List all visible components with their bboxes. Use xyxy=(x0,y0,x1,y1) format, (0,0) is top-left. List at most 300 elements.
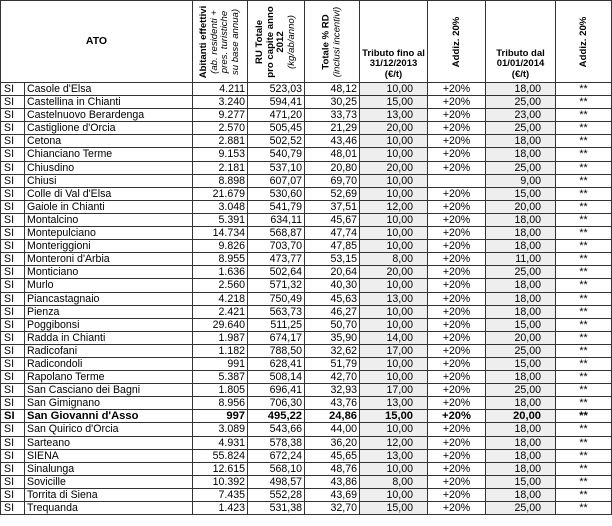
row-ru-cell: 696,41 xyxy=(248,384,305,397)
row-ru-cell: 508,14 xyxy=(248,371,305,384)
row-si-cell: SI xyxy=(1,384,25,397)
row-tributo-2014-cell: 18,00 xyxy=(486,240,556,253)
row-tributo-2013-cell: 10,00 xyxy=(360,305,428,318)
row-addiz-2013-cell: +20% xyxy=(428,253,486,266)
row-abitanti-cell: 8.898 xyxy=(193,174,248,187)
row-ru-cell: 537,10 xyxy=(248,161,305,174)
table-row xyxy=(1,488,612,501)
row-ru-cell: 703,70 xyxy=(248,240,305,253)
row-addiz-2013-cell: +20% xyxy=(428,410,486,423)
header-tributo-2013: Tributo fino al 31/12/2013 (€/t) xyxy=(360,1,428,83)
row-municipality-cell: San Casciano dei Bagni xyxy=(25,384,193,397)
row-addiz-2013-cell: +20% xyxy=(428,357,486,370)
row-tributo-2013-cell: 13,00 xyxy=(360,397,428,410)
row-addiz-2013-cell: +20% xyxy=(428,109,486,122)
row-ru-cell: 788,50 xyxy=(248,344,305,357)
row-addiz-2014-cell: ** xyxy=(556,200,612,213)
row-abitanti-cell: 29.640 xyxy=(193,318,248,331)
row-addiz-2014-cell: ** xyxy=(556,397,612,410)
table-row xyxy=(1,96,612,109)
row-tributo-2013-cell: 20,00 xyxy=(360,122,428,135)
row-addiz-2014-cell: ** xyxy=(556,371,612,384)
row-addiz-2013-cell: +20% xyxy=(428,148,486,161)
row-municipality-cell: Cetona xyxy=(25,135,193,148)
row-rd-cell: 44,00 xyxy=(305,423,360,436)
row-si-cell: SI xyxy=(1,488,25,501)
row-addiz-2013-cell xyxy=(428,174,486,187)
row-addiz-2014-cell: ** xyxy=(556,436,612,449)
row-tributo-2013-cell: 10,00 xyxy=(360,423,428,436)
row-rd-cell: 69,70 xyxy=(305,174,360,187)
row-municipality-cell: Torrita di Siena xyxy=(25,488,193,501)
row-si-cell: SI xyxy=(1,397,25,410)
row-tributo-2013-cell: 15,00 xyxy=(360,502,428,515)
row-abitanti-cell: 21.679 xyxy=(193,187,248,200)
row-rd-cell: 48,12 xyxy=(305,83,360,96)
row-rd-cell: 48,01 xyxy=(305,148,360,161)
row-addiz-2014-cell: ** xyxy=(556,109,612,122)
row-rd-cell: 43,46 xyxy=(305,135,360,148)
table-row xyxy=(1,148,612,161)
row-si-cell: SI xyxy=(1,187,25,200)
row-ru-cell: 706,30 xyxy=(248,397,305,410)
row-tributo-2013-cell: 10,00 xyxy=(360,148,428,161)
row-abitanti-cell: 55.824 xyxy=(193,449,248,462)
row-ru-cell: 511,25 xyxy=(248,318,305,331)
row-addiz-2013-cell: +20% xyxy=(428,488,486,501)
row-tributo-2013-cell: 10,00 xyxy=(360,83,428,96)
row-addiz-2014-cell: ** xyxy=(556,357,612,370)
row-abitanti-cell: 14.734 xyxy=(193,227,248,240)
row-addiz-2014-cell: ** xyxy=(556,227,612,240)
row-si-cell: SI xyxy=(1,96,25,109)
row-si-cell: SI xyxy=(1,253,25,266)
row-tributo-2014-cell: 18,00 xyxy=(486,148,556,161)
row-addiz-2013-cell: +20% xyxy=(428,266,486,279)
row-addiz-2014-cell: ** xyxy=(556,161,612,174)
row-si-cell: SI xyxy=(1,200,25,213)
row-addiz-2014-cell: ** xyxy=(556,240,612,253)
row-tributo-2014-cell: 25,00 xyxy=(486,266,556,279)
row-municipality-cell: Chiusi xyxy=(25,174,193,187)
row-rd-cell: 47,85 xyxy=(305,240,360,253)
row-municipality-cell: Radicondoli xyxy=(25,357,193,370)
row-addiz-2013-cell: +20% xyxy=(428,161,486,174)
row-rd-cell: 50,70 xyxy=(305,318,360,331)
row-rd-cell: 43,76 xyxy=(305,397,360,410)
row-tributo-2014-cell: 15,00 xyxy=(486,357,556,370)
row-abitanti-cell: 9.153 xyxy=(193,148,248,161)
table-row xyxy=(1,174,612,187)
row-si-cell: SI xyxy=(1,423,25,436)
row-rd-cell: 21,29 xyxy=(305,122,360,135)
table-row xyxy=(1,397,612,410)
row-ru-cell: 540,79 xyxy=(248,148,305,161)
row-addiz-2014-cell: ** xyxy=(556,384,612,397)
table-row xyxy=(1,200,612,213)
row-addiz-2013-cell: +20% xyxy=(428,318,486,331)
row-municipality-cell: Montepulciano xyxy=(25,227,193,240)
table-row xyxy=(1,279,612,292)
row-addiz-2013-cell: +20% xyxy=(428,200,486,213)
row-rd-cell: 45,67 xyxy=(305,213,360,226)
row-si-cell: SI xyxy=(1,475,25,488)
row-ru-cell: 473,77 xyxy=(248,253,305,266)
row-abitanti-cell: 1.987 xyxy=(193,331,248,344)
row-municipality-cell: Castellina in Chianti xyxy=(25,96,193,109)
row-addiz-2013-cell: +20% xyxy=(428,83,486,96)
row-ru-cell: 552,28 xyxy=(248,488,305,501)
row-addiz-2014-cell: ** xyxy=(556,462,612,475)
row-ru-cell: 502,64 xyxy=(248,266,305,279)
row-ru-cell: 563,73 xyxy=(248,305,305,318)
row-tributo-2013-cell: 15,00 xyxy=(360,96,428,109)
row-tributo-2014-cell: 20,00 xyxy=(486,200,556,213)
row-ru-cell: 495,22 xyxy=(248,410,305,423)
row-addiz-2013-cell: +20% xyxy=(428,187,486,200)
row-municipality-cell: Piancastagnaio xyxy=(25,292,193,305)
row-abitanti-cell: 997 xyxy=(193,410,248,423)
row-tributo-2013-cell: 10,00 xyxy=(360,318,428,331)
row-addiz-2014-cell: ** xyxy=(556,331,612,344)
row-addiz-2013-cell: +20% xyxy=(428,449,486,462)
row-tributo-2014-cell: 18,00 xyxy=(486,371,556,384)
row-si-cell: SI xyxy=(1,305,25,318)
row-addiz-2013-cell: +20% xyxy=(428,423,486,436)
row-addiz-2013-cell: +20% xyxy=(428,135,486,148)
table-row xyxy=(1,462,612,475)
row-tributo-2014-cell: 18,00 xyxy=(486,305,556,318)
row-rd-cell: 24,86 xyxy=(305,410,360,423)
row-abitanti-cell: 4.211 xyxy=(193,83,248,96)
table-row xyxy=(1,227,612,240)
row-abitanti-cell: 1.805 xyxy=(193,384,248,397)
row-tributo-2014-cell: 18,00 xyxy=(486,135,556,148)
row-addiz-2014-cell: ** xyxy=(556,410,612,423)
row-ru-cell: 523,03 xyxy=(248,83,305,96)
header-ru-totale: RU Totale pro capite anno 2012 (kg/ab/anno) xyxy=(248,1,305,83)
table-header-row xyxy=(1,1,612,83)
row-si-cell: SI xyxy=(1,148,25,161)
row-tributo-2014-cell: 18,00 xyxy=(486,436,556,449)
row-municipality-cell: Chiusdino xyxy=(25,161,193,174)
table-row xyxy=(1,449,612,462)
row-ru-cell: 568,10 xyxy=(248,462,305,475)
row-si-cell: SI xyxy=(1,83,25,96)
row-abitanti-cell: 1.423 xyxy=(193,502,248,515)
row-ru-cell: 578,38 xyxy=(248,436,305,449)
row-si-cell: SI xyxy=(1,371,25,384)
row-addiz-2013-cell: +20% xyxy=(428,292,486,305)
row-municipality-cell: Gaiole in Chianti xyxy=(25,200,193,213)
row-addiz-2013-cell: +20% xyxy=(428,384,486,397)
row-si-cell: SI xyxy=(1,122,25,135)
row-ru-cell: 607,07 xyxy=(248,174,305,187)
row-tributo-2013-cell: 17,00 xyxy=(360,384,428,397)
row-rd-cell: 48,76 xyxy=(305,462,360,475)
row-tributo-2013-cell: 10,00 xyxy=(360,227,428,240)
table-row xyxy=(1,266,612,279)
row-tributo-2013-cell: 10,00 xyxy=(360,371,428,384)
row-tributo-2014-cell: 18,00 xyxy=(486,213,556,226)
row-addiz-2013-cell: +20% xyxy=(428,227,486,240)
row-si-cell: SI xyxy=(1,344,25,357)
table-row xyxy=(1,318,612,331)
row-tributo-2014-cell: 18,00 xyxy=(486,449,556,462)
row-addiz-2014-cell: ** xyxy=(556,292,612,305)
row-abitanti-cell: 3.240 xyxy=(193,96,248,109)
row-municipality-cell: Chianciano Terme xyxy=(25,148,193,161)
row-tributo-2013-cell: 10,00 xyxy=(360,462,428,475)
row-addiz-2014-cell: ** xyxy=(556,318,612,331)
row-tributo-2013-cell: 8,00 xyxy=(360,475,428,488)
row-addiz-2013-cell: +20% xyxy=(428,462,486,475)
table-row xyxy=(1,292,612,305)
row-rd-cell: 37,51 xyxy=(305,200,360,213)
row-tributo-2014-cell: 18,00 xyxy=(486,279,556,292)
row-addiz-2014-cell: ** xyxy=(556,475,612,488)
row-si-cell: SI xyxy=(1,174,25,187)
row-rd-cell: 46,27 xyxy=(305,305,360,318)
row-tributo-2013-cell: 13,00 xyxy=(360,292,428,305)
row-tributo-2014-cell: 11,00 xyxy=(486,253,556,266)
row-abitanti-cell: 9.826 xyxy=(193,240,248,253)
row-rd-cell: 32,62 xyxy=(305,344,360,357)
row-abitanti-cell: 3.089 xyxy=(193,423,248,436)
row-addiz-2013-cell: +20% xyxy=(428,502,486,515)
row-ru-cell: 498,57 xyxy=(248,475,305,488)
row-addiz-2014-cell: ** xyxy=(556,423,612,436)
row-si-cell: SI xyxy=(1,109,25,122)
row-addiz-2014-cell: ** xyxy=(556,253,612,266)
row-tributo-2014-cell: 25,00 xyxy=(486,122,556,135)
row-ru-cell: 541,79 xyxy=(248,200,305,213)
row-tributo-2014-cell: 15,00 xyxy=(486,187,556,200)
row-addiz-2013-cell: +20% xyxy=(428,475,486,488)
row-addiz-2014-cell: ** xyxy=(556,135,612,148)
row-rd-cell: 35,90 xyxy=(305,331,360,344)
row-tributo-2013-cell: 12,00 xyxy=(360,436,428,449)
row-ru-cell: 674,17 xyxy=(248,331,305,344)
row-municipality-cell: Sovicille xyxy=(25,475,193,488)
row-si-cell: SI xyxy=(1,410,25,423)
row-addiz-2014-cell: ** xyxy=(556,279,612,292)
row-municipality-cell: SIENA xyxy=(25,449,193,462)
row-abitanti-cell: 2.560 xyxy=(193,279,248,292)
row-si-cell: SI xyxy=(1,502,25,515)
row-addiz-2014-cell: ** xyxy=(556,122,612,135)
row-tributo-2014-cell: 18,00 xyxy=(486,397,556,410)
row-municipality-cell: Monticiano xyxy=(25,266,193,279)
row-addiz-2013-cell: +20% xyxy=(428,331,486,344)
table-row xyxy=(1,410,612,423)
row-ru-cell: 568,87 xyxy=(248,227,305,240)
row-tributo-2014-cell: 18,00 xyxy=(486,292,556,305)
row-addiz-2014-cell: ** xyxy=(556,148,612,161)
row-tributo-2014-cell: 18,00 xyxy=(486,488,556,501)
row-rd-cell: 20,80 xyxy=(305,161,360,174)
row-rd-cell: 51,79 xyxy=(305,357,360,370)
row-municipality-cell: Monteriggioni xyxy=(25,240,193,253)
header-addiz-2013: Addiz. 20% xyxy=(428,1,486,83)
table-row xyxy=(1,83,612,96)
row-tributo-2013-cell: 8,00 xyxy=(360,253,428,266)
row-ru-cell: 594,41 xyxy=(248,96,305,109)
table-row xyxy=(1,436,612,449)
row-ru-cell: 502,52 xyxy=(248,135,305,148)
row-addiz-2014-cell: ** xyxy=(556,488,612,501)
row-si-cell: SI xyxy=(1,462,25,475)
row-si-cell: SI xyxy=(1,279,25,292)
row-addiz-2013-cell: +20% xyxy=(428,436,486,449)
row-abitanti-cell: 9.277 xyxy=(193,109,248,122)
row-municipality-cell: San Giovanni d'Asso xyxy=(25,410,193,423)
row-municipality-cell: Colle di Val d'Elsa xyxy=(25,187,193,200)
row-rd-cell: 53,15 xyxy=(305,253,360,266)
row-rd-cell: 36,20 xyxy=(305,436,360,449)
row-si-cell: SI xyxy=(1,135,25,148)
row-tributo-2013-cell: 10,00 xyxy=(360,279,428,292)
row-si-cell: SI xyxy=(1,227,25,240)
header-abitanti: Abitanti effettivi (ab. residenti + pres. turistiche su base annua) xyxy=(193,1,248,83)
table-row xyxy=(1,135,612,148)
row-tributo-2014-cell: 20,00 xyxy=(486,410,556,423)
row-ru-cell: 531,38 xyxy=(248,502,305,515)
row-rd-cell: 32,93 xyxy=(305,384,360,397)
row-municipality-cell: Montalcino xyxy=(25,213,193,226)
row-tributo-2013-cell: 17,00 xyxy=(360,344,428,357)
row-ru-cell: 672,24 xyxy=(248,449,305,462)
row-si-cell: SI xyxy=(1,331,25,344)
row-rd-cell: 42,70 xyxy=(305,371,360,384)
table-row xyxy=(1,384,612,397)
row-addiz-2013-cell: +20% xyxy=(428,122,486,135)
row-rd-cell: 45,65 xyxy=(305,449,360,462)
row-municipality-cell: Sinalunga xyxy=(25,462,193,475)
row-abitanti-cell: 3.048 xyxy=(193,200,248,213)
row-si-cell: SI xyxy=(1,240,25,253)
row-rd-cell: 33,73 xyxy=(305,109,360,122)
row-abitanti-cell: 991 xyxy=(193,357,248,370)
header-tributo-2014: Tributo dal 01/01/2014 (€/t) xyxy=(486,1,556,83)
row-municipality-cell: Radda in Chianti xyxy=(25,331,193,344)
table-row xyxy=(1,109,612,122)
row-rd-cell: 40,30 xyxy=(305,279,360,292)
row-ru-cell: 530,60 xyxy=(248,187,305,200)
table-row xyxy=(1,475,612,488)
row-tributo-2014-cell: 18,00 xyxy=(486,423,556,436)
row-tributo-2013-cell: 10,00 xyxy=(360,135,428,148)
row-municipality-cell: Castiglione d'Orcia xyxy=(25,122,193,135)
table-row xyxy=(1,331,612,344)
row-tributo-2014-cell: 15,00 xyxy=(486,475,556,488)
row-addiz-2013-cell: +20% xyxy=(428,344,486,357)
row-tributo-2013-cell: 10,00 xyxy=(360,187,428,200)
row-tributo-2014-cell: 18,00 xyxy=(486,227,556,240)
row-addiz-2013-cell: +20% xyxy=(428,96,486,109)
row-tributo-2014-cell: 18,00 xyxy=(486,462,556,475)
row-tributo-2014-cell: 25,00 xyxy=(486,502,556,515)
table-row xyxy=(1,240,612,253)
row-rd-cell: 43,86 xyxy=(305,475,360,488)
table-row xyxy=(1,423,612,436)
row-si-cell: SI xyxy=(1,449,25,462)
row-ru-cell: 571,32 xyxy=(248,279,305,292)
row-municipality-cell: San Gimignano xyxy=(25,397,193,410)
row-tributo-2013-cell: 20,00 xyxy=(360,161,428,174)
row-si-cell: SI xyxy=(1,357,25,370)
table-row xyxy=(1,122,612,135)
row-addiz-2014-cell: ** xyxy=(556,305,612,318)
row-addiz-2014-cell: ** xyxy=(556,174,612,187)
row-municipality-cell: Casole d'Elsa xyxy=(25,83,193,96)
row-abitanti-cell: 10.392 xyxy=(193,475,248,488)
row-abitanti-cell: 8.955 xyxy=(193,253,248,266)
row-tributo-2014-cell: 25,00 xyxy=(486,161,556,174)
table-row xyxy=(1,371,612,384)
row-municipality-cell: Trequanda xyxy=(25,502,193,515)
row-addiz-2014-cell: ** xyxy=(556,213,612,226)
row-abitanti-cell: 5.391 xyxy=(193,213,248,226)
row-municipality-cell: Castelnuovo Berardenga xyxy=(25,109,193,122)
row-abitanti-cell: 5.387 xyxy=(193,371,248,384)
row-addiz-2013-cell: +20% xyxy=(428,305,486,318)
row-rd-cell: 47,74 xyxy=(305,227,360,240)
row-municipality-cell: Monteroni d'Arbia xyxy=(25,253,193,266)
row-municipality-cell: Radicofani xyxy=(25,344,193,357)
row-tributo-2014-cell: 25,00 xyxy=(486,96,556,109)
row-si-cell: SI xyxy=(1,266,25,279)
row-addiz-2013-cell: +20% xyxy=(428,397,486,410)
row-rd-cell: 30,25 xyxy=(305,96,360,109)
row-ru-cell: 543,66 xyxy=(248,423,305,436)
row-municipality-cell: Poggibonsi xyxy=(25,318,193,331)
row-addiz-2014-cell: ** xyxy=(556,502,612,515)
row-abitanti-cell: 1.636 xyxy=(193,266,248,279)
row-addiz-2014-cell: ** xyxy=(556,266,612,279)
row-tributo-2014-cell: 9,00 xyxy=(486,174,556,187)
row-municipality-cell: San Quirico d'Orcia xyxy=(25,423,193,436)
row-ru-cell: 471,20 xyxy=(248,109,305,122)
row-tributo-2014-cell: 23,00 xyxy=(486,109,556,122)
row-tributo-2013-cell: 14,00 xyxy=(360,331,428,344)
row-abitanti-cell: 2.421 xyxy=(193,305,248,318)
row-rd-cell: 32,70 xyxy=(305,502,360,515)
row-si-cell: SI xyxy=(1,436,25,449)
table-row xyxy=(1,253,612,266)
row-addiz-2013-cell: +20% xyxy=(428,213,486,226)
table-row xyxy=(1,213,612,226)
row-tributo-2014-cell: 18,00 xyxy=(486,83,556,96)
row-si-cell: SI xyxy=(1,318,25,331)
row-ru-cell: 634,11 xyxy=(248,213,305,226)
row-abitanti-cell: 2.181 xyxy=(193,161,248,174)
table-row xyxy=(1,161,612,174)
row-rd-cell: 20,64 xyxy=(305,266,360,279)
table-row xyxy=(1,502,612,515)
row-tributo-2013-cell: 10,00 xyxy=(360,240,428,253)
row-tributo-2013-cell: 10,00 xyxy=(360,357,428,370)
row-tributo-2013-cell: 13,00 xyxy=(360,109,428,122)
row-addiz-2014-cell: ** xyxy=(556,83,612,96)
row-addiz-2014-cell: ** xyxy=(556,187,612,200)
table-row xyxy=(1,357,612,370)
row-addiz-2014-cell: ** xyxy=(556,449,612,462)
row-rd-cell: 45,63 xyxy=(305,292,360,305)
row-abitanti-cell: 7.435 xyxy=(193,488,248,501)
row-tributo-2013-cell: 13,00 xyxy=(360,449,428,462)
row-municipality-cell: Pienza xyxy=(25,305,193,318)
